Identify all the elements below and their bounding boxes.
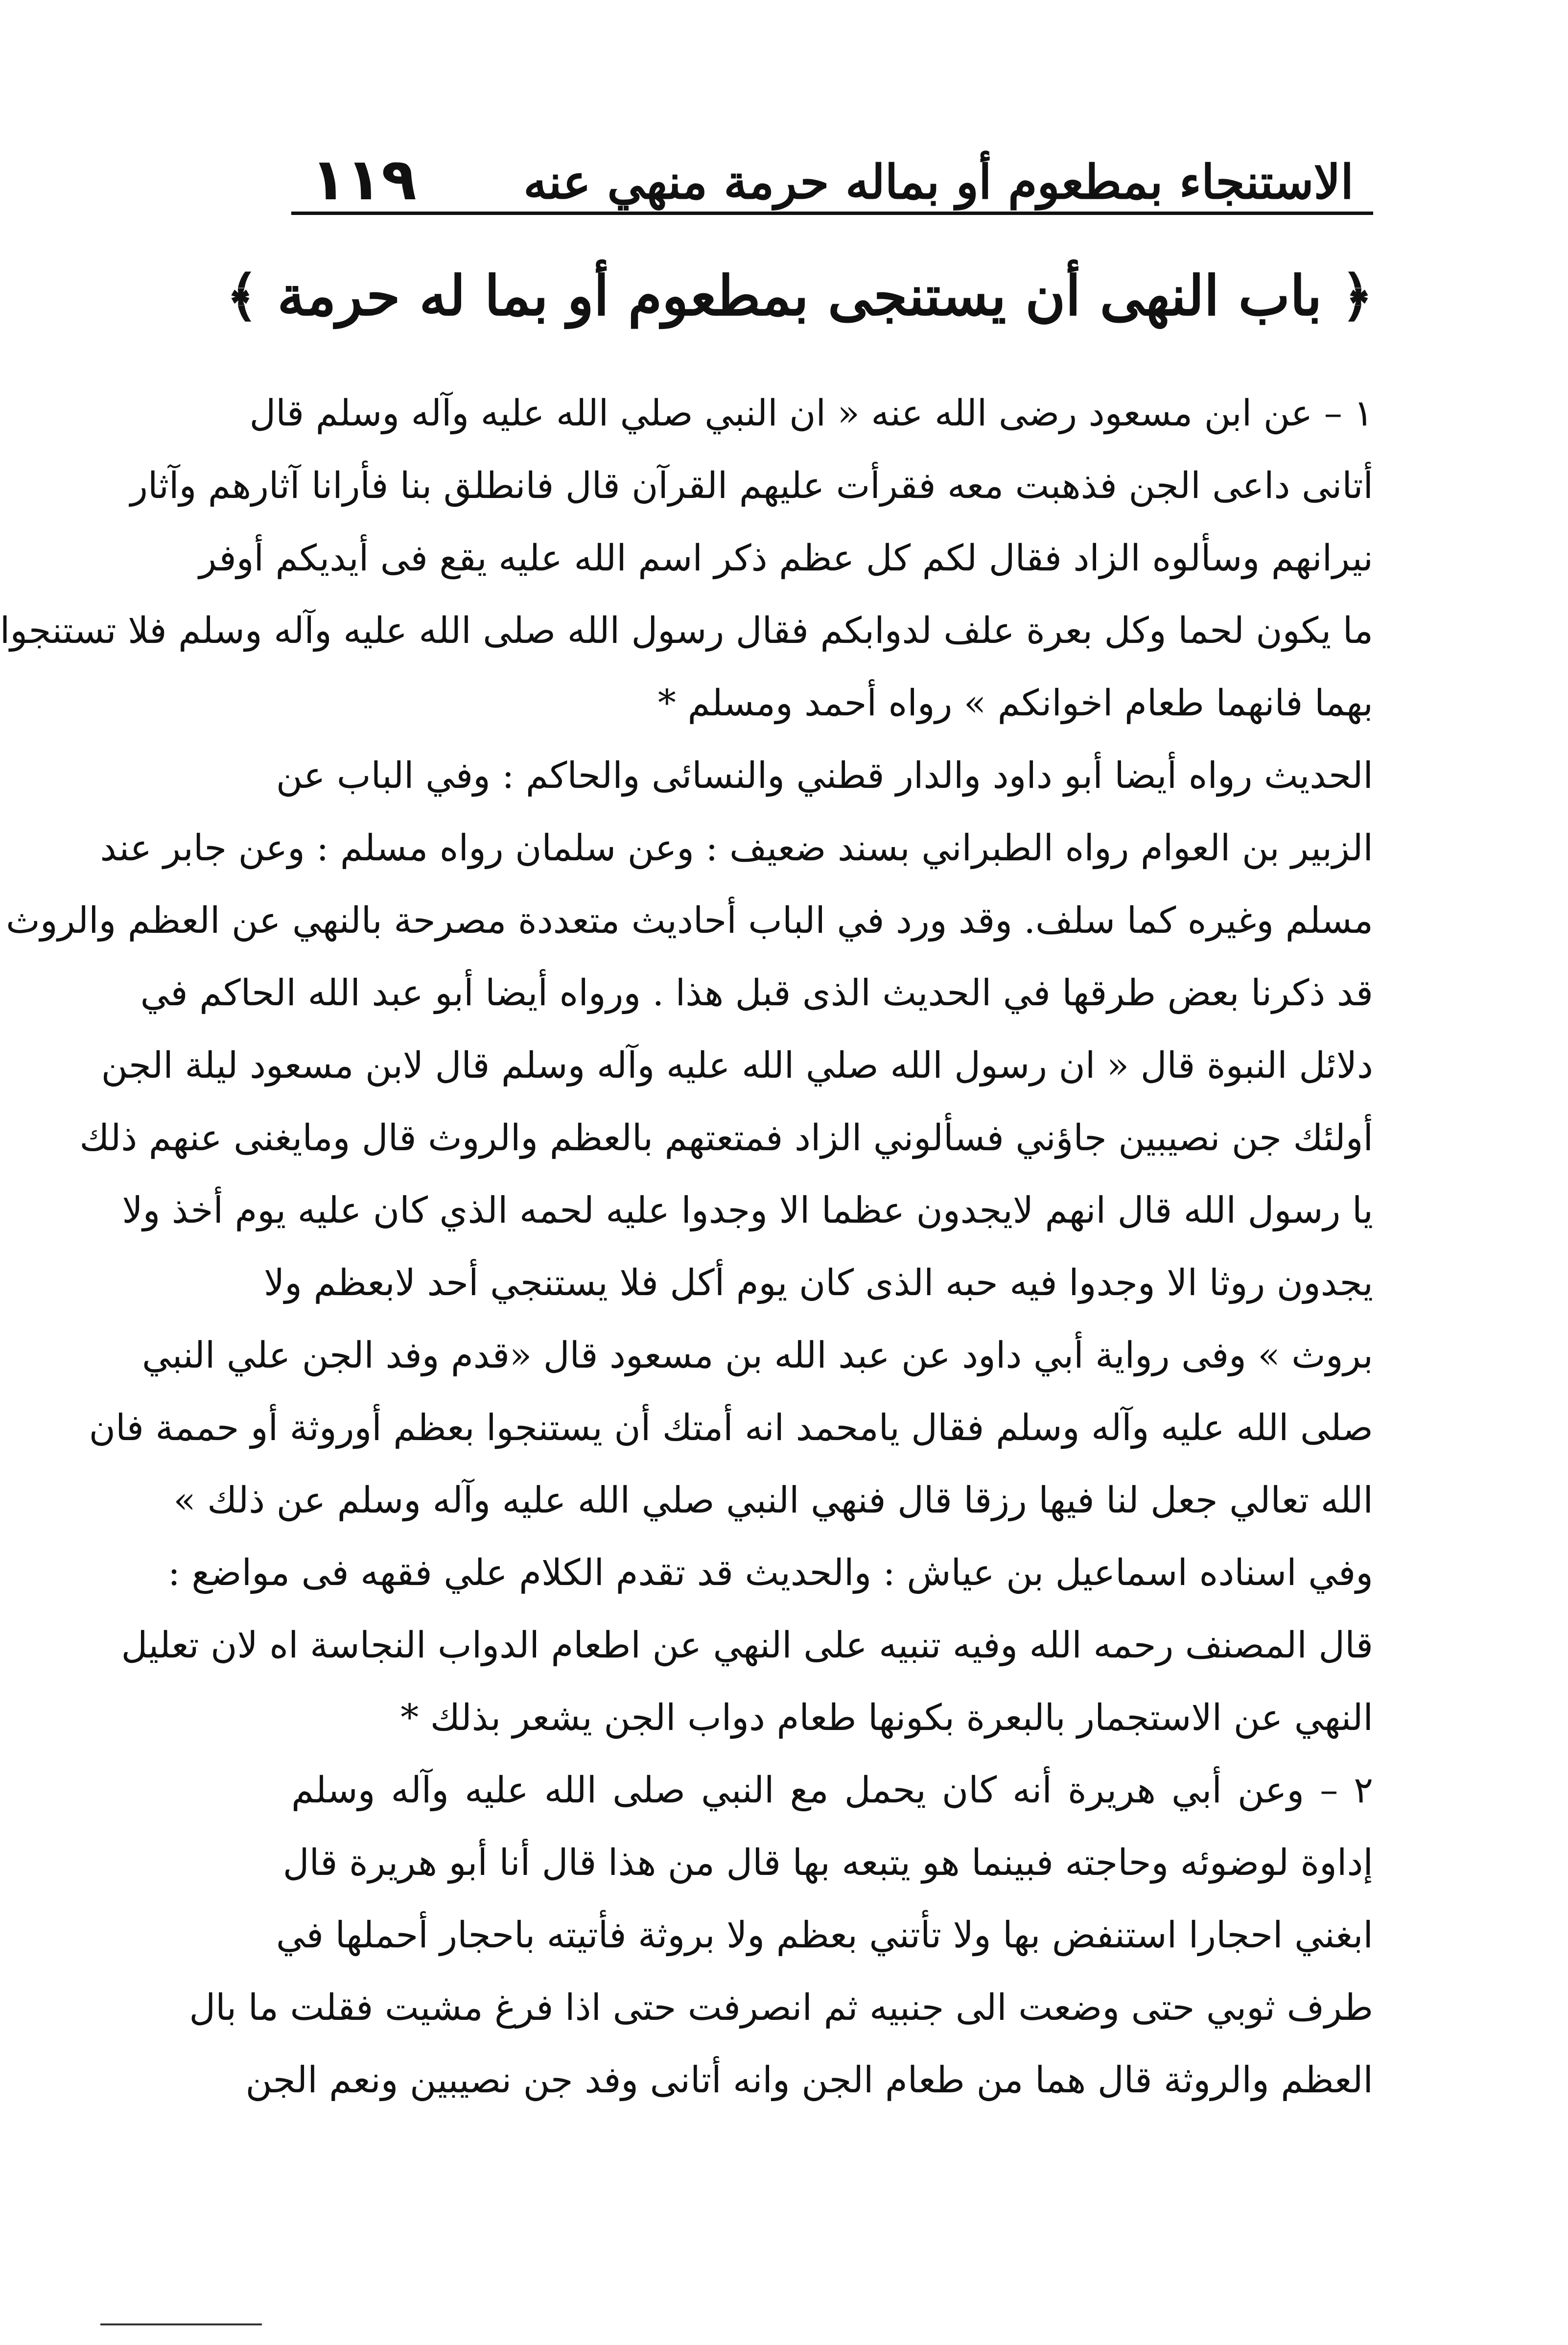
text-line: العظم والروثة قال هما من طعام الجن وانه أتانى وفد جن نصيبين ونعم الجن [245, 2059, 1373, 2101]
text-line: ٢ – وعن أبي هريرة أنه كان يحمل مع النبي صلى الله عليه وآله وسلم [291, 1769, 1373, 1811]
text-line: يجدون روثا الا وجدوا فيه حبه الذى كان يوم أكل فلا يستنجي أحد لابعظم ولا [264, 1262, 1373, 1304]
text-line: قال المصنف رحمه الله وفيه تنبيه على النهي عن اطعام الدواب النجاسة اه لان تعليل [121, 1624, 1373, 1666]
text-line: مسلم وغيره كما سلف. وقد ورد في الباب أحاديث متعددة مصرحة بالنهي عن العظم والروث [6, 900, 1373, 942]
text-line: طرف ثوبي حتى وضعت الى جنبيه ثم انصرفت حتى اذا فرغ مشيت فقلت ما بال [189, 1987, 1373, 2029]
text-line: نيرانهم وسألوه الزاد فقال لكم كل عظم ذكر اسم الله عليه يقع فى أيديكم أوفر [199, 537, 1373, 579]
text-line: أولئك جن نصيبين جاؤني فسألوني الزاد فمتعتهم بالعظم والروث قال ومايغنى عنهم ذلك [79, 1117, 1373, 1159]
text-line: يا رسول الله قال انهم لايجدون عظما الا وجدوا عليه لحمه الذي كان عليه يوم أخذ ولا [122, 1189, 1373, 1232]
text-line: الزبير بن العوام رواه الطبراني بسند ضعيف : وعن سلمان رواه مسلم : وعن جابر عند [100, 827, 1373, 869]
text-line: إداوة لوضوئه وحاجته فبينما هو يتبعه بها قال من هذا قال أنا أبو هريرة قال [282, 1842, 1373, 1884]
running-header-title: الاستنجاء بمطعوم أو بماله حرمة منهي عنه [523, 154, 1354, 210]
text-line: ١ – عن ابن مسعود رضى الله عنه « ان النبي صلي الله عليه وآله وسلم قال [249, 392, 1373, 434]
text-line: ما يكون لحما وكل بعرة علف لدوابكم فقال رسول الله صلى الله عليه وآله وسلم فلا تستنجوا [0, 610, 1373, 652]
text-line: بروث » وفى رواية أبي داود عن عبد الله بن مسعود قال «قدم وفد الجن علي النبي [141, 1334, 1373, 1376]
text-line: قد ذكرنا بعض طرقها في الحديث الذى قبل هذا . ورواه أيضا أبو عبد الله الحاكم في [140, 972, 1373, 1014]
page-number: ١١٩ [311, 145, 417, 213]
running-header [291, 115, 1373, 213]
text-line: الحديث رواه أيضا أبو داود والدار قطني والنسائى والحاكم : وفي الباب عن [276, 755, 1373, 797]
text-line: الله تعالي جعل لنا فيها رزقا قال فنهي النبي صلي الله عليه وآله وسلم عن ذلك » [173, 1479, 1373, 1521]
chapter-heading: ﴿ باب النهى أن يستنجى بمطعوم أو بما له حرمة ﴾ [226, 264, 1373, 328]
footer-rule [100, 2323, 262, 2325]
text-line: دلائل النبوة قال « ان رسول الله صلي الله عليه وآله وسلم قال لابن مسعود ليلة الجن [101, 1044, 1373, 1087]
body-text [0, 377, 1373, 2184]
text-line: صلى الله عليه وآله وسلم فقال يامحمد انه أمتك أن يستنجوا بعظم أوروثة أو حممة فان [89, 1407, 1373, 1449]
text-line: ابغني احجارا استنفض بها ولا تأتني بعظم ولا بروثة فأتيته باحجار أحملها في [276, 1914, 1373, 1956]
text-line: بهما فانهما طعام اخوانكم » رواه أحمد ومسلم * [657, 682, 1373, 724]
text-line: النهي عن الاستجمار بالبعرة بكونها طعام دواب الجن يشعر بذلك * [400, 1697, 1373, 1739]
text-line: أتانى داعى الجن فذهبت معه فقرأت عليهم القرآن قال فانطلق بنا فأرانا آثارهم وآثار [130, 465, 1373, 507]
header-rule [291, 212, 1373, 215]
text-line: وفي اسناده اسماعيل بن عياش : والحديث قد تقدم الكلام علي فقهه فى مواضع : [167, 1552, 1373, 1594]
